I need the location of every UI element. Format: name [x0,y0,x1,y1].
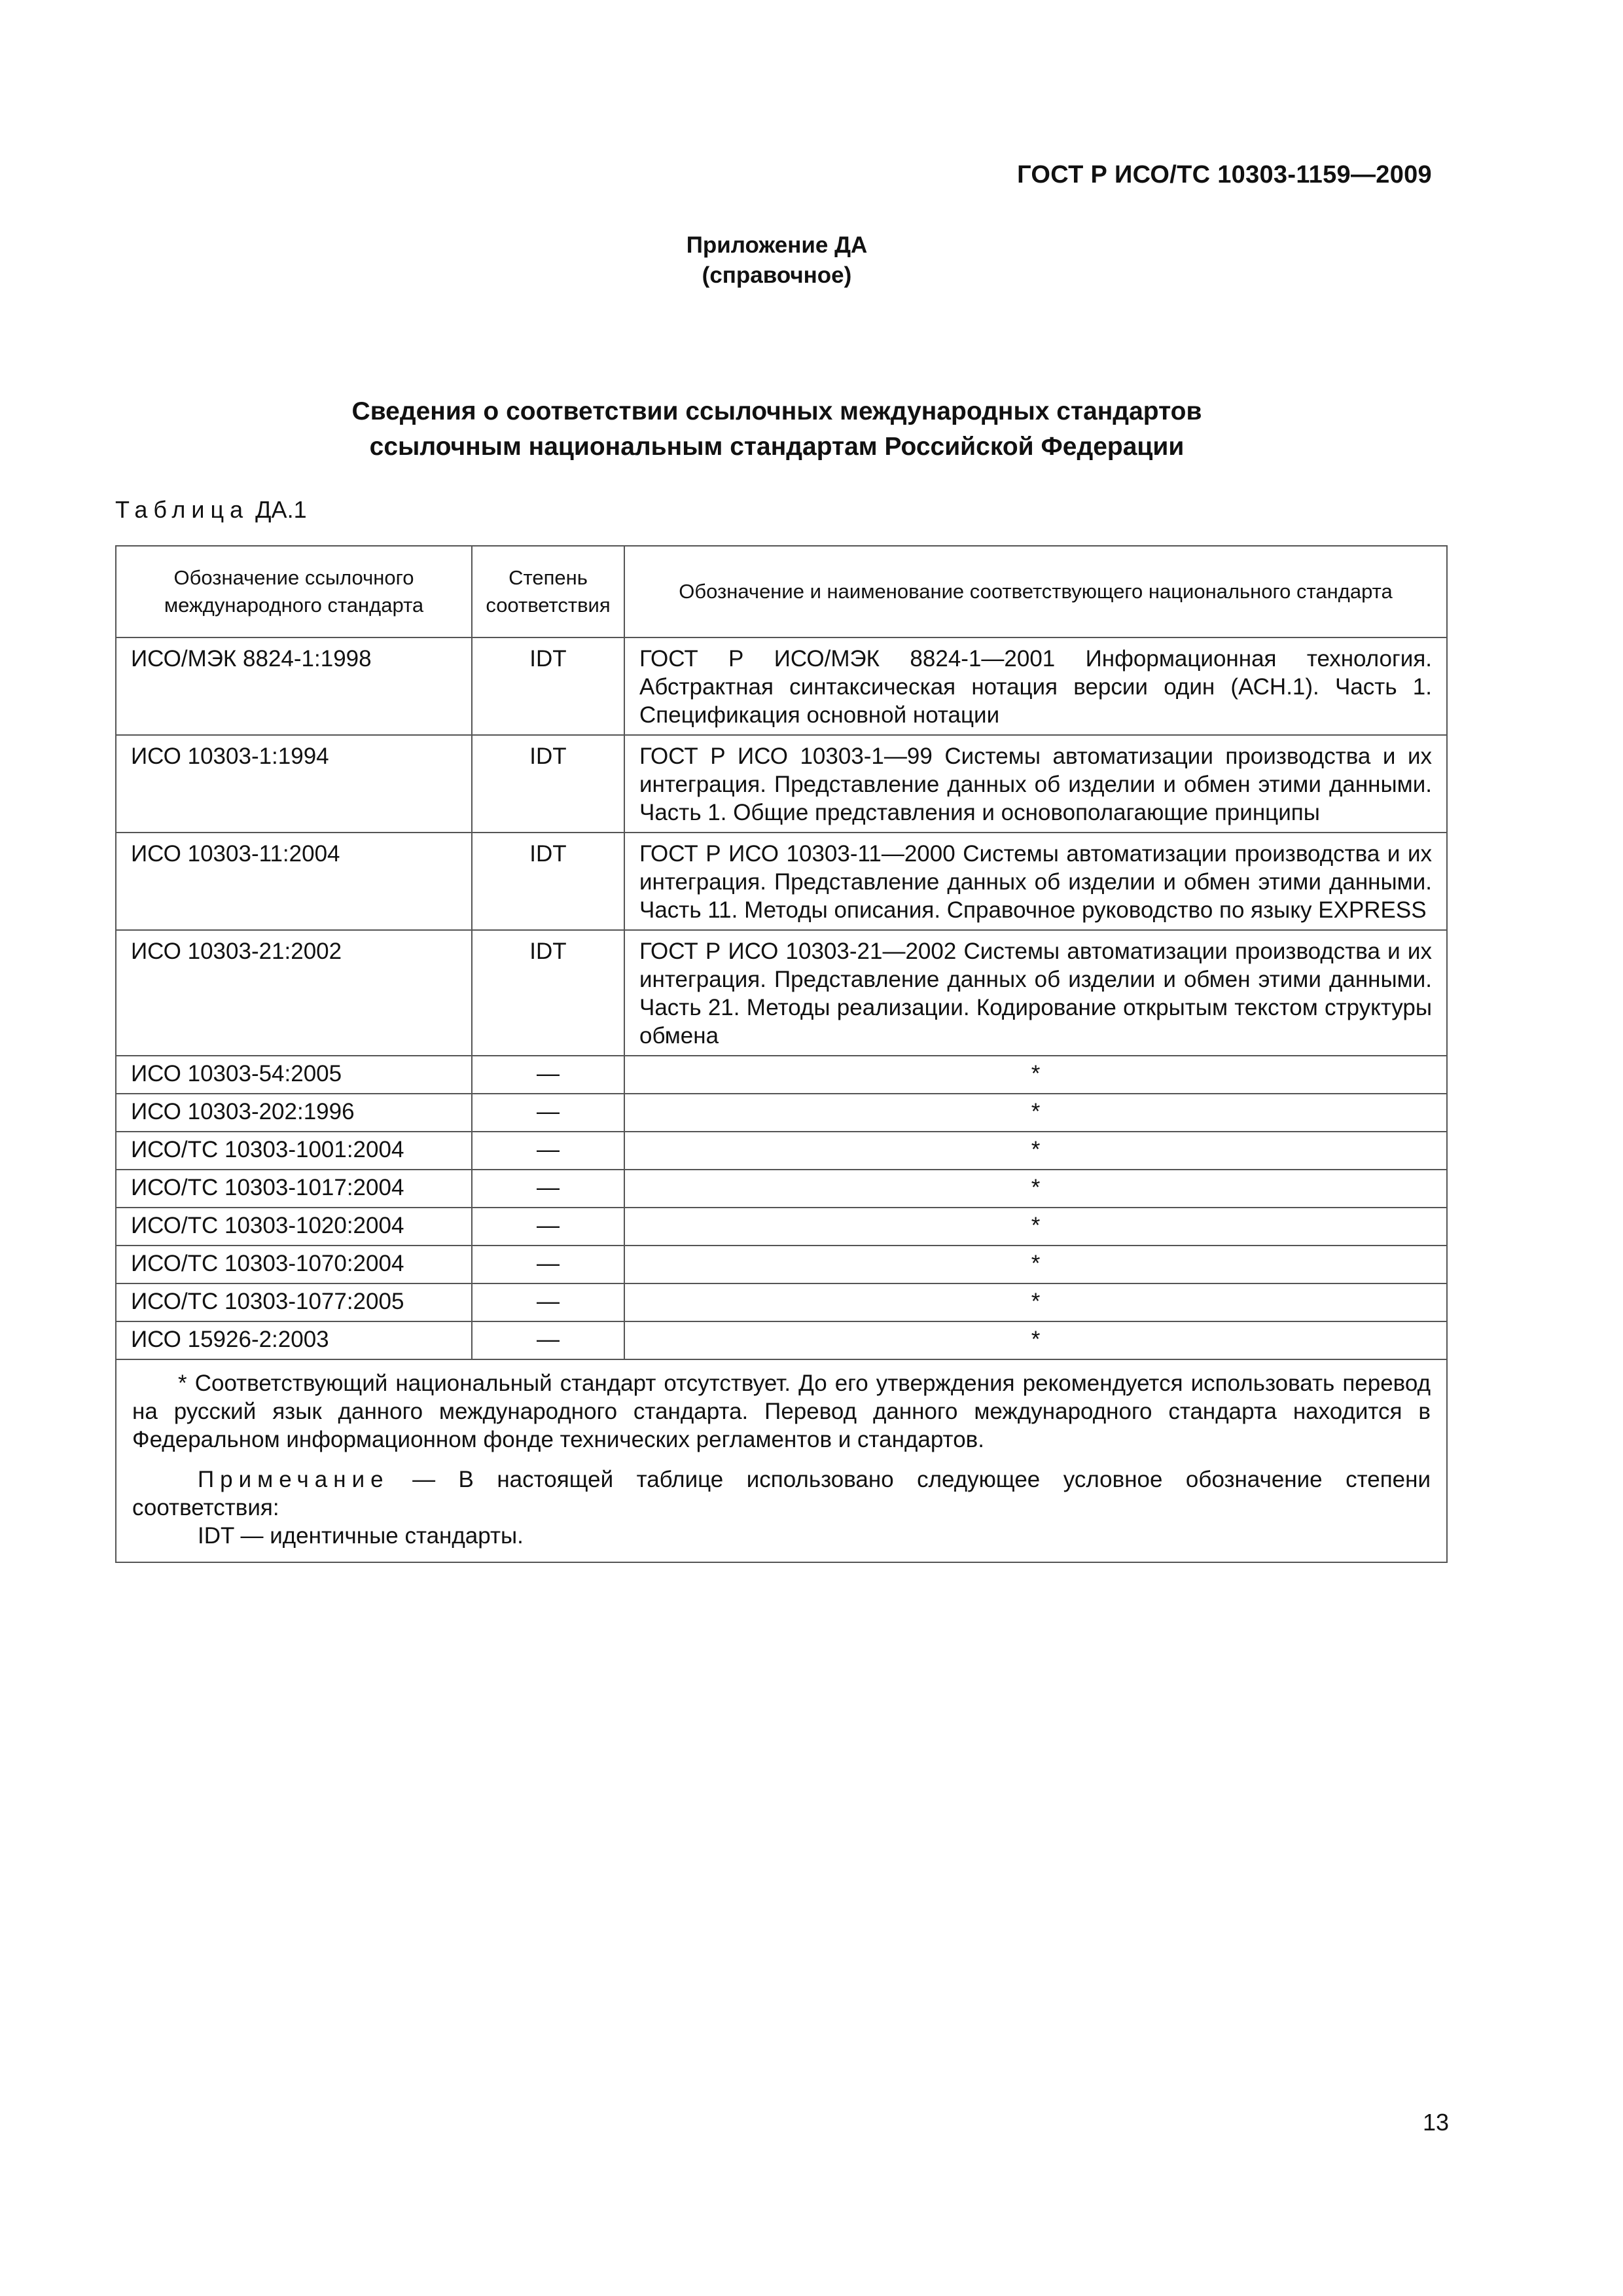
intl-standard-cell: ИСО 10303-11:2004 [116,833,472,930]
header-degree: Степень соответствия [472,546,624,637]
intl-standard-cell: ИСО/ТС 10303-1020:2004 [116,1208,472,1246]
degree-cell: IDT [472,930,624,1056]
table-row [116,735,1447,833]
note-text: — В настоящей таблице использовано следующее условное обозначение степени соответствия: [132,1467,1431,1520]
national-standard-cell: * [624,1208,1447,1246]
national-standard-cell: * [624,1321,1447,1359]
table-row [116,1321,1447,1359]
degree-cell: — [472,1246,624,1283]
page-number: 13 [1422,2109,1449,2136]
intl-standard-cell: ИСО/ТС 10303-1077:2005 [116,1283,472,1321]
intl-standard-cell: ИСО 10303-21:2002 [116,930,472,1056]
degree-cell: — [472,1132,624,1170]
table-row [116,1283,1447,1321]
degree-cell: — [472,1321,624,1359]
footnote-text: * Соответствующий национальный стандарт отсутствует. До его утверждения рекомендуется использовать перевод на русский язык данного международного стандарта. Перевод данного международного стандарта находится в Федеральном информационном фонде технических регламентов и стандартов. [132,1371,1431,1452]
intl-standard-cell: ИСО 10303-54:2005 [116,1056,472,1094]
national-standard-cell: * [624,1056,1447,1094]
degree-cell: — [472,1056,624,1094]
intl-standard-cell: ИСО/ТС 10303-1001:2004 [116,1132,472,1170]
annex-heading [0,230,1554,291]
standards-correspondence-table [115,545,1448,1563]
table-header-row [116,546,1447,637]
document-code-header: ГОСТ Р ИСО/ТС 10303-1159—2009 [1017,161,1432,188]
national-standard-cell: ГОСТ Р ИСО 10303-11—2000 Системы автоматизации производства и их интеграция. Представление данных об изделии и обмен этими данными. Часть 11. Методы описания. Справочное руководство по языку EXPRESS [624,833,1447,930]
national-standard-cell: * [624,1170,1447,1208]
table-label-word: Таблица [115,496,249,523]
annex-subtitle: (справочное) [702,262,852,288]
intl-standard-cell: ИСО 10303-202:1996 [116,1094,472,1132]
table-row [116,1208,1447,1246]
note-definition: IDT — идентичные стандарты. [198,1523,524,1549]
degree-cell: — [472,1208,624,1246]
degree-cell: IDT [472,833,624,930]
table-row [116,1132,1447,1170]
table-label-id: ДА.1 [255,496,307,523]
note-paragraph [132,1465,1431,1522]
degree-cell: — [472,1094,624,1132]
table-row [116,1056,1447,1094]
table-footer-row [116,1359,1447,1562]
intl-standard-cell: ИСО 10303-1:1994 [116,735,472,833]
intl-standard-cell: ИСО/МЭК 8824-1:1998 [116,637,472,735]
table-label [115,496,307,524]
section-title-line-1: Сведения о соответствии ссылочных международных стандартов [351,397,1202,425]
national-standard-cell: * [624,1132,1447,1170]
intl-standard-cell: ИСО/ТС 10303-1070:2004 [116,1246,472,1283]
header-intl-standard: Обозначение ссылочного международного стандарта [116,546,472,637]
intl-standard-cell: ИСО/ТС 10303-1017:2004 [116,1170,472,1208]
header-national-standard: Обозначение и наименование соответствующего национального стандарта [624,546,1447,637]
degree-cell: — [472,1283,624,1321]
table-row [116,833,1447,930]
table-row [116,930,1447,1056]
table-row [116,1094,1447,1132]
degree-cell: IDT [472,637,624,735]
national-standard-cell: * [624,1246,1447,1283]
section-title-line-2: ссылочным национальным стандартам Российской Федерации [369,433,1185,461]
table-footer-cell [116,1359,1447,1562]
degree-cell: IDT [472,735,624,833]
degree-cell: — [472,1170,624,1208]
section-title [0,394,1554,465]
national-standard-cell: ГОСТ Р ИСО 10303-21—2002 Системы автоматизации производства и их интеграция. Представление данных об изделии и обмен этими данными. Часть 21. Методы реализации. Кодирование открытым текстом структуры обмена [624,930,1447,1056]
table-row [116,637,1447,735]
table-row [116,1170,1447,1208]
table-row [116,1246,1447,1283]
national-standard-cell: ГОСТ Р ИСО 10303-1—99 Системы автоматизации производства и их интеграция. Представление данных об изделии и обмен этими данными. Часть 1. Общие представления и основополагающие принципы [624,735,1447,833]
note-label: Примечание [198,1467,389,1492]
national-standard-cell: ГОСТ Р ИСО/МЭК 8824-1—2001 Информационная технология. Абстрактная синтаксическая нотация версии один (АСН.1). Часть 1. Спецификация основной нотации [624,637,1447,735]
intl-standard-cell: ИСО 15926-2:2003 [116,1321,472,1359]
annex-title: Приложение ДА [686,232,868,258]
national-standard-cell: * [624,1283,1447,1321]
national-standard-cell: * [624,1094,1447,1132]
